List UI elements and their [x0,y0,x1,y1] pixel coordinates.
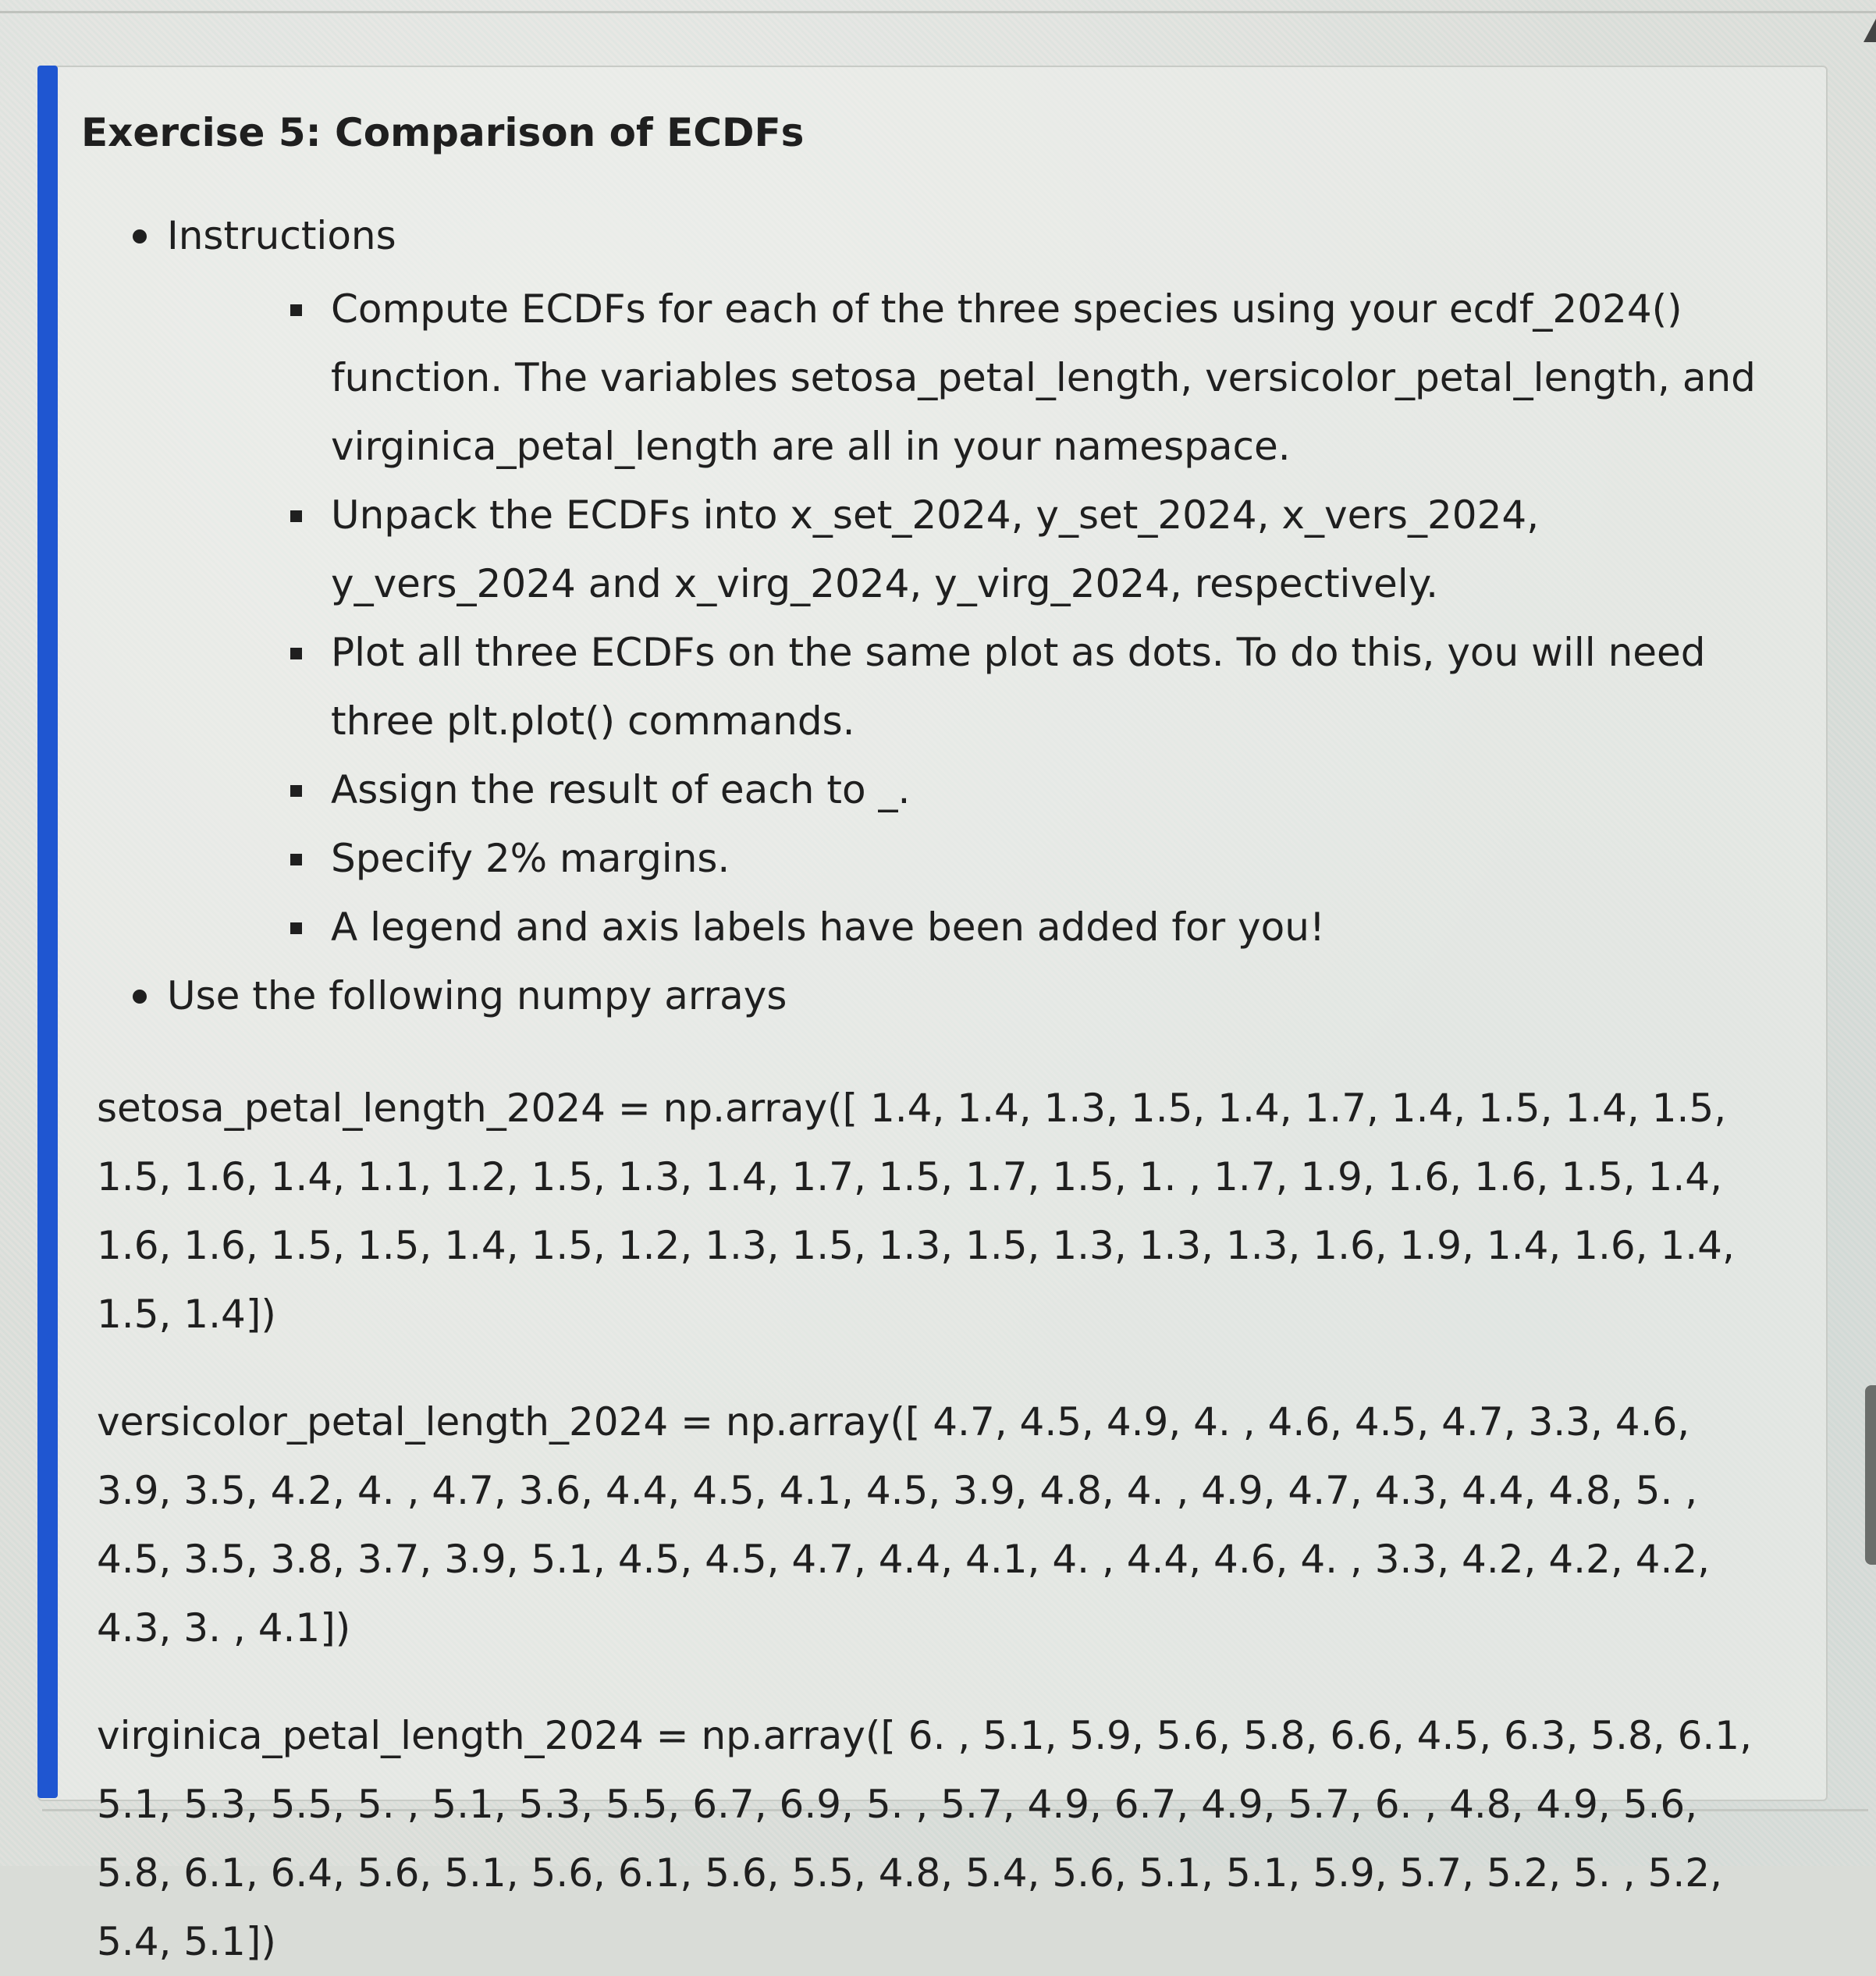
setosa-array-text: setosa_petal_length_2024 = np.array([ 1.4, 1.4, 1.3, 1.5, 1.4, 1.7, 1.4, 1.5, 1.4, 1.5, 1.5, 1.6, 1.4, 1.1, 1.2, 1.5, 1.3, 1.4, 1.7, 1.5, 1.7, 1.5, 1. , 1.7, 1.9, 1.6, 1.6, 1.5, 1.4, 1.6, 1.6, 1.5, 1.5, 1.4, 1.5, 1.2, 1.3, 1.5, 1.3, 1.5, 1.3, 1.3, 1.3, 1.6, 1.9, 1.4, 1.6, 1.4, 1.5, 1.4]) [97,1086,1735,1337]
cell-selection-bar [37,66,58,1798]
exercise-title: Exercise 5: Comparison of ECDFs [81,110,805,155]
list-item: Unpack the ECDFs into x_set_2024, y_set_2024, x_vers_2024, y_vers_2024 and x_virg_2024, y_virg_2024, respectively. [245,481,1782,618]
instruction-outline [81,201,1782,1030]
scroll-up-arrow-icon[interactable] [1864,19,1876,42]
versicolor-array-text: versicolor_petal_length_2024 = np.array([ 4.7, 4.5, 4.9, 4. , 4.6, 4.5, 4.7, 3.3, 4.6, 3.9, 3.5, 4.2, 4. , 4.7, 3.6, 4.4, 4.5, 4.1, 4.5, 3.9, 4.8, 4. , 4.9, 4.7, 4.3, 4.4, 4.8, 5. , 4.5, 3.5, 3.8, 3.7, 3.9, 5.1, 4.5, 4.5, 4.7, 4.4, 4.1, 4. , 4.4, 4.6, 4. , 3.3, 4.2, 4.2, 4.2, 4.3, 3. , 4.1]) [97,1399,1711,1651]
list-item: Plot all three ECDFs on the same plot as dots. To do this, you will need three plt.plot() commands. [245,618,1782,755]
instructions-label: Instructions [167,213,396,258]
instruction-steps [167,275,1782,961]
list-item-instructions [81,201,1782,961]
virginica-array-text: virginica_petal_length_2024 = np.array([ 6. , 5.1, 5.9, 5.6, 5.8, 6.6, 4.5, 6.3, 5.8, 6.1, 5.1, 5.3, 5.5, 5. , 5.1, 5.3, 5.5, 6.7, 6.9, 5. , 5.7, 4.9, 6.7, 4.9, 5.7, 6. , 4.8, 4.9, 5.6, 5.8, 6.1, 6.4, 5.6, 5.1, 5.6, 6.1, 5.6, 5.5, 4.8, 5.4, 5.6, 5.1, 5.1, 5.9, 5.7, 5.2, 5. , 5.2, 5.4, 5.1]) [97,1713,1752,1964]
list-item: Assign the result of each to _. [245,755,1782,824]
list-item-use-arrays [81,961,1782,1030]
list-item: Compute ECDFs for each of the three species using your ecdf_2024() function. The variables setosa_petal_length, versicolor_petal_length, and virginica_petal_length are all in your namespace. [245,275,1782,481]
list-item: A legend and axis labels have been added for you! [245,893,1782,961]
use-arrays-label: Use the following numpy arrays [167,973,787,1018]
list-item: Specify 2% margins. [245,824,1782,893]
cell-content [81,101,1782,1976]
top-divider [0,11,1876,13]
scrollbar-thumb[interactable] [1865,1385,1876,1565]
